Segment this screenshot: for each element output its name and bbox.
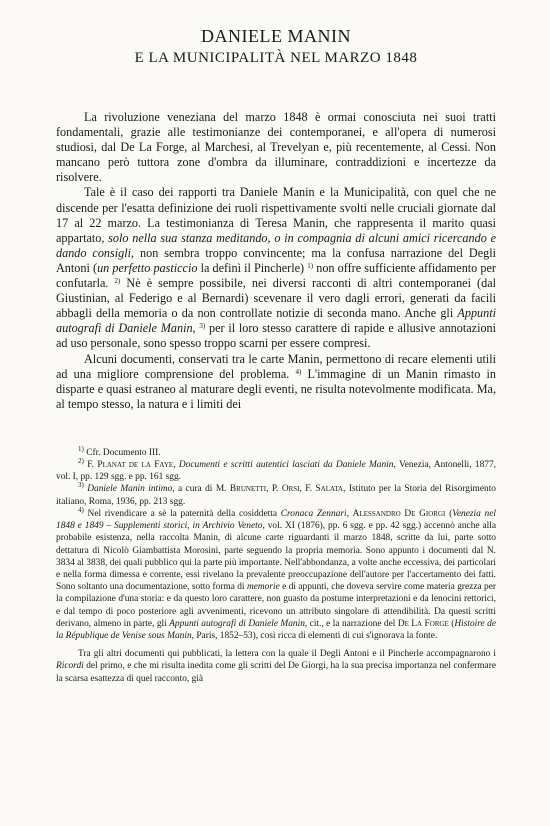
footnote-marker: 4)	[78, 505, 84, 514]
paragraph	[56, 110, 496, 185]
text-run: , Istituto per la Storia del Risorgimento italiano, Roma, 1936, pp. 213 sgg.	[56, 484, 496, 507]
page	[56, 26, 496, 685]
footnote-marker: 2)	[78, 457, 84, 466]
text-run: Tra gli altri documenti qui pubblicati, la lettera con la quale il Degli Antoni e il Pincherle accompagnarono i	[78, 649, 496, 660]
text-run: Cronaca Zennari	[280, 508, 347, 519]
text-run: , non sembra troppo convincente; ma la confusa narrazione del Degli Antoni (	[56, 245, 496, 275]
footnote-marker: 2)	[114, 277, 121, 286]
title-line-2: E LA MUNICIPALITÀ NEL MARZO 1848	[134, 50, 418, 66]
title-line-1: DANIELE MANIN	[201, 26, 351, 46]
text-run: (	[445, 508, 453, 519]
text-run: Cfr. Documento III.	[83, 447, 161, 458]
body-text	[56, 110, 496, 412]
text-run: , P.	[266, 484, 282, 495]
text-run: Ricordi	[56, 661, 84, 672]
footnote	[56, 444, 496, 459]
text-run: , Paris, 1852–53), così ricca di elementi di cui s'ignorava la fonte.	[191, 630, 438, 641]
text-run: Alcuni documenti, conservati tra le carte Manin, permettono di recare elementi utili ad una migliore comprensione del problema.	[56, 351, 496, 381]
text-run: Daniele Manin intimo	[87, 484, 173, 495]
text-run: la definì il Pincherle)	[197, 260, 308, 275]
text-run: un perfetto pasticcio	[97, 260, 198, 275]
article-title	[56, 26, 496, 68]
text-run: Appunti autografi di Daniele Manin,	[56, 306, 496, 336]
footnote-marker: 1)	[78, 444, 84, 453]
text-run: , cit., e la narrazione del	[304, 618, 398, 629]
text-run: Tale è il caso dei rapporti tra Daniele Manin e la Municipalità, con quel che ne discende per l'esatta definizione dei ruoli rispettivamente svolti nelle cruciali giornate dal 17 al 22 marzo. La testimonianza di Teresa Manin, che rappresenta il marito quasi appartato,	[56, 185, 496, 245]
text-run: e di appunti, che doveva servire come materia grezza per la compilazione d'una storia: e da questo loro carattere, non guasto da postume interpretazioni e da lenocini rettorici, e dal tempo di poco posteriore agli avvenimenti, ricevono un attributo singolare di attendibilità. Da questi scritti derivano, almeno in parte, gli	[56, 582, 497, 629]
footnotes	[56, 444, 497, 685]
footnote	[56, 648, 496, 685]
footnote-marker: 4)	[295, 367, 302, 376]
footnote	[56, 505, 497, 642]
text-run: Planat de la Faye	[97, 460, 174, 471]
text-run: F.	[83, 460, 98, 471]
text-run: La rivoluzione veneziana del marzo 1848 è ormai conosciuta nei suoi tratti fondamentali, grazie alle testimonianze dei contemporanei, e all'opera di numerosi studiosi, dal De La Forge, al Marchesi, al Trevelyan e, più recentemente, al Cessi. Non mancano però tuttora zone d'ombra da illuminare, contraddizioni e incertezze da risolvere.	[56, 110, 496, 185]
text-run: L'immagine di un Manin rimasto in disparte e quasi estraneo al maturare degli eventi, ne risulta notevolmente modificata. Ma, al tempo stesso, la natura e i limiti dei	[56, 366, 496, 411]
paragraph	[56, 352, 496, 412]
text-run: non offre sufficiente affidamento per confutarla.	[56, 260, 496, 291]
footnote	[56, 483, 496, 507]
text-run: Documenti e scritti autentici lasciati da Daniele Manin	[178, 460, 394, 471]
text-run: , Venezia, Antonelli, 1877, vol. I, pp. 129 sgg. e pp. 161 sgg.	[56, 460, 497, 483]
text-run: Alessandro De Giorgi	[352, 508, 446, 519]
text-run: Venezia nel 1848 e 1849 – Supplementi storici, in Archivio Veneto	[56, 508, 497, 532]
text-run: del primo, e che mi risulta inedita come gli scritti del De Giorgi, ha la sua precisa importanza nel confermare la scarsa esattezza di quel racconto, già	[56, 661, 496, 684]
text-run: Orsi	[281, 484, 300, 495]
text-run: (	[448, 618, 455, 629]
text-run: ,	[173, 460, 179, 471]
text-run: memorie	[246, 582, 280, 593]
text-run: Nè è sempre possibile, nei diversi racconti di altri contemporanei (dal Giustinian, al Federigo e al Bernardi) scevenare il vero dagli errori, generati da facili abbagli della memoria o da non controllate notizie di seconda mano. Anche gli	[56, 276, 496, 321]
text-run: solo nella sua stanza meditando, o in compagnia di alcuni amici ricercando e dando consigli	[56, 230, 496, 260]
paragraph	[56, 185, 496, 351]
text-run: Nel rivendicare a sè la paternità della cosiddetta	[83, 508, 281, 519]
footnote-marker: 3)	[199, 322, 206, 331]
footnote	[56, 459, 496, 483]
text-run: , vol. XI (1876), pp. 6 sgg. e pp. 42 sgg.) accennò anche alla probabile esistenza, nella raccolta Manin, di alcune carte riguardanti il marzo 1848, scritte da lui, parte sotto dettatura di Nicolò Giambattista Morosini, parte seguendo la propria memoria. Sono appunto i documenti dal N. 3834 al 3838, dei quali pubblico qui la parte più importante. Nell'abbondanza, a volte anche eccessiva, dei particolari e nella forma dimessa e corrente, essi rivelano la prevalente preoccupazione dell'autore per l'accertamento dei fatti. Sono soltanto una documentazione, sotto forma di	[56, 521, 496, 593]
text-run: per il loro stesso carattere di rapide e allusive annotazioni ad uso personale, sono spesso troppo scarni per essere compresi.	[56, 321, 497, 351]
text-run: Brunetti	[229, 484, 267, 495]
text-run: Appunti autografi di Daniele Manin	[169, 618, 305, 629]
text-run: Salata	[315, 484, 344, 495]
text-run: Histoire de la République de Venise sous Manin	[56, 618, 496, 641]
text-run: ,	[346, 508, 353, 519]
text-run: De La Forge	[397, 618, 449, 629]
footnote-marker: 3)	[78, 481, 84, 490]
footnote-marker: 1)	[307, 261, 314, 270]
text-run: , a cura di M.	[172, 484, 230, 495]
text-run: , F.	[299, 484, 316, 495]
